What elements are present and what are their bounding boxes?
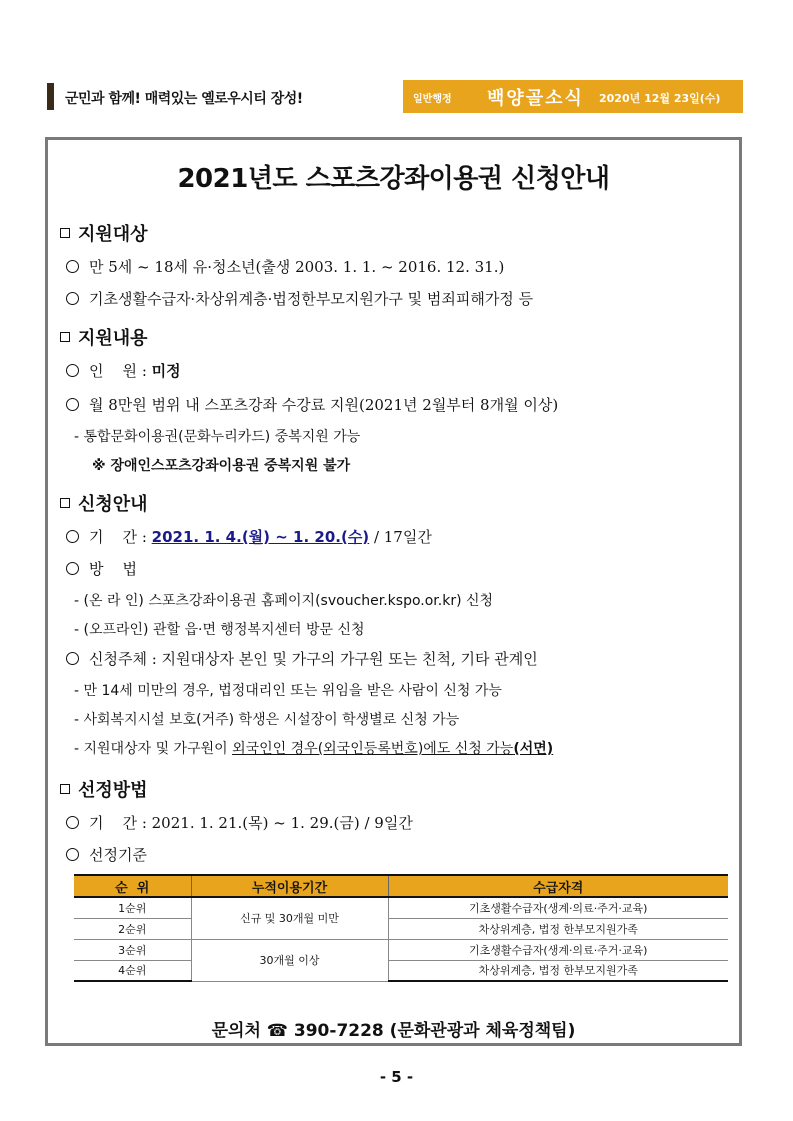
section-heading-selection: 선정방법 (60, 776, 148, 802)
table-row (74, 960, 728, 981)
circle-bullet-icon (66, 364, 79, 377)
header-date: 2020년 12월 23일(수) (599, 92, 721, 105)
list-item: 기 간 : 2021. 1. 4.(월) ~ 1. 20.(수) / 17일간 (66, 526, 432, 547)
star-note: ※ 장애인스포츠강좌이용권 중복지원 불가 (92, 458, 351, 474)
section-heading-target: 지원대상 (60, 220, 148, 246)
header-accent-bar (47, 83, 54, 110)
sub-note: - 사회복지시설 보호(거주) 학생은 시설장이 학생별로 신청 가능 (74, 712, 460, 728)
list-item: 기초생활수급자·차상위계층·법정한부모지원가구 및 범죄피해가정 등 (66, 288, 533, 309)
page-number: - 5 - (379, 1068, 414, 1086)
list-item: 기 간 : 2021. 1. 21.(목) ~ 1. 29.(금) / 9일간 (66, 812, 413, 833)
qualification-cell: 기초생활수급자(생계·의료·주거·교육) (388, 897, 728, 918)
list-item: 방 법 (66, 558, 137, 579)
checkbox-bullet-icon (60, 332, 70, 342)
sub-note: - 만 14세 미만의 경우, 법정대리인 또는 위임을 받은 사람이 신청 가능 (74, 683, 502, 699)
period-cell: 신규 및 30개월 미만 (191, 897, 388, 939)
circle-bullet-icon (66, 260, 79, 273)
table-header-qualification: 수급자격 (388, 875, 728, 897)
checkbox-bullet-icon (60, 228, 70, 238)
checkbox-bullet-icon (60, 784, 70, 794)
circle-bullet-icon (66, 652, 79, 665)
qualification-cell: 기초생활수급자(생계·의료·주거·교육) (388, 939, 728, 960)
notice-frame (45, 137, 742, 1046)
table-row (74, 918, 728, 939)
header-slogan: 군민과 함께! 매력있는 옐로우시티 장성! (65, 91, 303, 107)
table-header-rank: 순 위 (74, 875, 191, 897)
list-item: 만 5세 ~ 18세 유·청소년(출생 2003. 1. 1. ~ 2016. 12. 31.) (66, 256, 504, 277)
sub-note: - 지원대상자 및 가구원이 외국인인 경우(외국인등록번호)에도 신청 가능(서면) (74, 741, 554, 757)
circle-bullet-icon (66, 292, 79, 305)
newsletter-header (47, 80, 743, 113)
qualification-cell: 차상위계층, 법정 한부모지원가족 (388, 960, 728, 981)
circle-bullet-icon (66, 398, 79, 411)
selection-criteria-table (74, 874, 728, 982)
table-header-period: 누적이용기간 (191, 875, 388, 897)
list-item: 선정기준 (66, 844, 147, 865)
contact-info: 문의처 ☎ 390-7228 (문화관광과 체육정책팀) (211, 1021, 576, 1041)
rank-cell: 4순위 (74, 960, 191, 981)
qualification-cell: 차상위계층, 법정 한부모지원가족 (388, 918, 728, 939)
list-item: 인 원 : 미정 (66, 360, 181, 381)
circle-bullet-icon (66, 562, 79, 575)
rank-cell: 3순위 (74, 939, 191, 960)
page-title: 2021년도 스포츠강좌이용권 신청안내 (177, 164, 610, 194)
section-heading-apply: 신청안내 (60, 490, 148, 516)
rank-cell: 1순위 (74, 897, 191, 918)
list-item: 신청주체 : 지원대상자 본인 및 가구의 가구원 또는 친척, 기타 관계인 (66, 648, 538, 669)
circle-bullet-icon (66, 816, 79, 829)
header-badge (403, 80, 743, 113)
period-cell: 30개월 이상 (191, 939, 388, 981)
sub-note: - (오프라인) 관할 읍·면 행정복지센터 방문 신청 (74, 622, 365, 638)
circle-bullet-icon (66, 848, 79, 861)
header-category: 일반행정 (413, 94, 452, 105)
table-row (74, 897, 728, 918)
rank-cell: 2순위 (74, 918, 191, 939)
sub-note: - (온 라 인) 스포츠강좌이용권 홈페이지(svoucher.kspo.or.kr) 신청 (74, 593, 494, 609)
sub-note: - 통합문화이용권(문화누리카드) 중복지원 가능 (74, 429, 361, 445)
circle-bullet-icon (66, 530, 79, 543)
section-heading-content: 지원내용 (60, 324, 148, 350)
list-item: 월 8만원 범위 내 스포츠강좌 수강료 지원(2021년 2월부터 8개월 이상) (66, 394, 558, 415)
newsletter-name: 백양골소식 (487, 88, 584, 109)
checkbox-bullet-icon (60, 498, 70, 508)
table-row (74, 939, 728, 960)
